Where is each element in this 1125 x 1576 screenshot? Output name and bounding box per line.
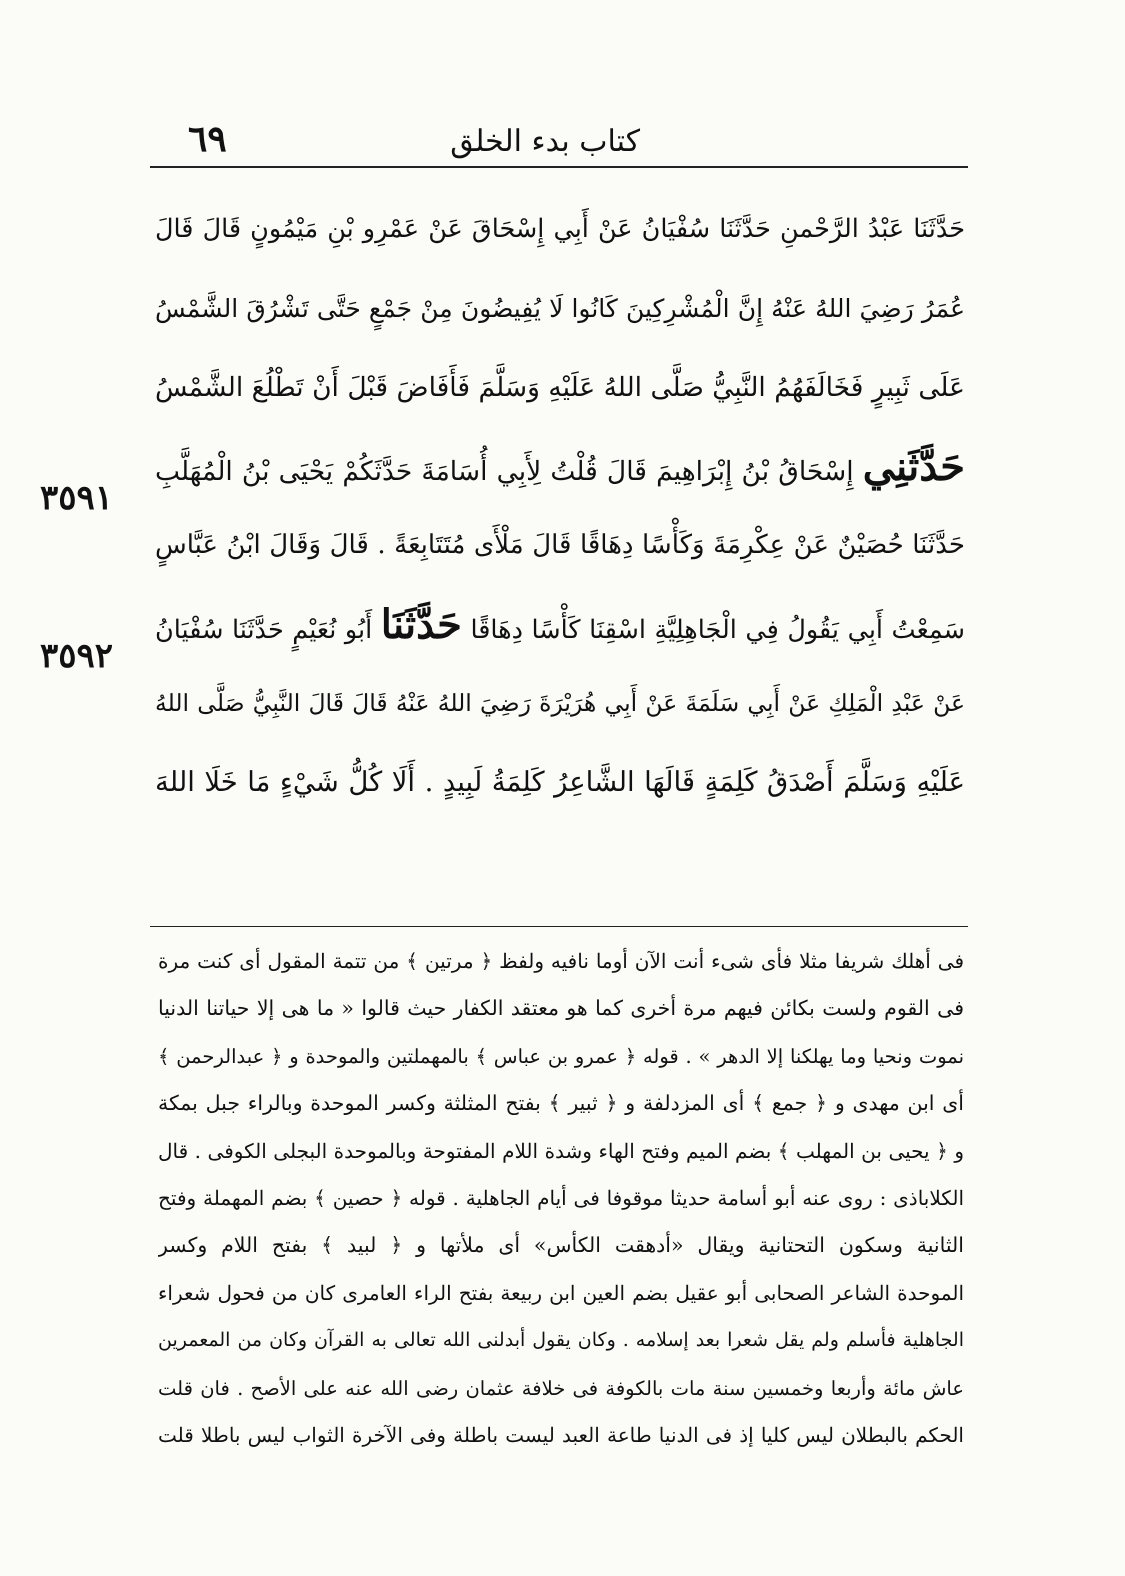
- narration-keyword: حَدَّثَنَا: [380, 601, 462, 648]
- commentary-line: فى أهلك شريفا مثلا فأى شىء أنت الآن أوما نافيه ولفظ ﴿ مرتين ﴾ من تتمة المقول أى كنت مرة: [158, 949, 964, 973]
- commentary-line: نموت ونحيا وما يهلكنا إلا الدهر » . قوله ﴿ عمرو بن عباس ﴾ بالمهملتين والموحدة و ﴿ عبدالرحمن ﴾: [158, 1044, 964, 1068]
- commentary-line: الكلاباذى : روى عنه أبو أسامة حديثا موقوفا فى أيام الجاهلية . قوله ﴿ حصين ﴾ بضم المهملة وفتح: [158, 1185, 964, 1210]
- hadith-text: [155, 190, 965, 822]
- text-line: سَمِعْتُ أَبِي يَقُولُ فِي الْجَاهِلِيَّةِ اسْقِنَا كَأْسًا دِهَاقًا حَدَّثَنَا أَبُو نُعَيْمٍ حَدَّثَنَا سُفْيَانُ: [155, 601, 965, 648]
- text-line: عَنْ عَبْدِ الْمَلِكِ عَنْ أَبِي سَلَمَةَ عَنْ أَبِي هُرَيْرَةَ رَضِيَ اللهُ عَنْهُ قَالَ قَالَ النَّبِيُّ صَلَّى اللهُ: [155, 689, 965, 717]
- hadith-number: ٣٥٩٢: [40, 636, 114, 676]
- commentary-line: الموحدة الشاعر الصحابى أبو عقيل بضم العين ابن ربيعة بفتح الراء العامرى كان من فحول شعراء: [158, 1280, 964, 1305]
- commentary-line: أى ابن مهدى و ﴿ جمع ﴾ أى المزدلفة و ﴿ ثبير ﴾ بفتح المثلثة وكسر الموحدة وبالراء جبل بمكة: [158, 1091, 964, 1116]
- page-header: [150, 118, 970, 168]
- commentary-line: الحكم بالبطلان ليس كليا إذ فى الدنيا طاعة العبد ليست باطلة وفى الآخرة الثواب ليس باطلا قلت: [158, 1422, 964, 1447]
- commentary-line: الثانية وسكون التحتانية ويقال «أدهقت الكأس» أى ملأتها و ﴿ لبيد ﴾ بفتح اللام وكسر: [158, 1233, 964, 1258]
- commentary-line: عاش مائة وأربعا وخمسين سنة مات بالكوفة فى خلافة عثمان رضى الله عنه على الأصح . فان قلت: [158, 1376, 964, 1400]
- commentary: [158, 938, 964, 1459]
- text-line: عُمَرُ رَضِيَ اللهُ عَنْهُ إِنَّ الْمُشْرِكِينَ كَانُوا لَا يُفِيضُونَ مِنْ جَمْعٍ حَتَّى تَشْرُقَ الشَّمْسُ: [155, 294, 965, 323]
- text-line: حَدَّثَنِي إِسْحَاقُ بْنُ إِبْرَاهِيمَ قَالَ قُلْتُ لِأَبِي أُسَامَةَ حَدَّثَكُمْ يَحْيَى بْنُ الْمُهَلَّبِ: [155, 443, 965, 490]
- text-line: عَلَى ثَبِيرٍ فَخَالَفَهُمُ النَّبِيُّ صَلَّى اللهُ عَلَيْهِ وَسَلَّمَ فَأَفَاضَ قَبْلَ أَنْ تَطْلُعَ الشَّمْسُ: [155, 372, 965, 403]
- commentary-separator: [150, 926, 968, 927]
- commentary-line: و ﴿ يحيى بن المهلب ﴾ بضم الميم وفتح الهاء وشدة اللام المفتوحة وبالموحدة البجلى الكوفى . قال: [158, 1138, 964, 1163]
- running-title: كتاب بدء الخلق: [450, 124, 640, 159]
- text-line: حَدَّثَنَا حُصَيْنٌ عَنْ عِكْرِمَةَ وَكَأْسًا دِهَاقًا قَالَ مَلْأَى مُتَتَابِعَةً . قَالَ وَقَالَ ابْنُ عَبَّاسٍ: [155, 530, 965, 560]
- text-line: عَلَيْهِ وَسَلَّمَ أَصْدَقُ كَلِمَةٍ قَالَهَا الشَّاعِرُ كَلِمَةُ لَبِيدٍ . أَلَا كُلُّ شَيْءٍ مَا خَلَا اللهَ: [155, 766, 965, 798]
- hadith-number: ٣٥٩١: [40, 478, 114, 518]
- page-number: ٦٩: [188, 118, 227, 160]
- narration-keyword: حَدَّثَنِي: [862, 443, 965, 490]
- commentary-line: الجاهلية فأسلم ولم يقل شعرا بعد إسلامه . وكان يقول أبدلنى الله تعالى به القرآن وكان من المعمرين: [158, 1329, 964, 1352]
- header-rule: [150, 166, 968, 168]
- commentary-line: فى القوم ولست بكائن فيهم مرة أخرى كما هو معتقد الكفار حيث قالوا « ما هى إلا حياتنا الدنيا: [158, 996, 964, 1021]
- text-line: حَدَّثَنَا عَبْدُ الرَّحْمنِ حَدَّثَنَا سُفْيَانُ عَنْ أَبِي إِسْحَاقَ عَنْ عَمْرِو بْنِ مَيْمُونٍ قَالَ قَالَ: [155, 214, 965, 244]
